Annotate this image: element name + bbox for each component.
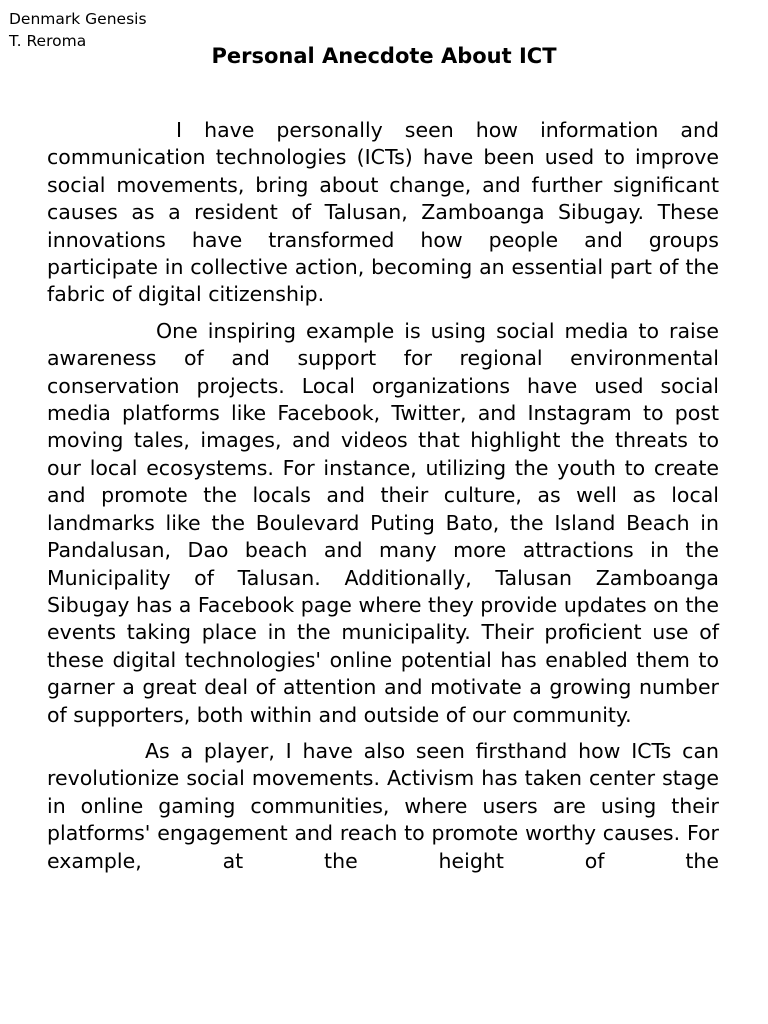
paragraph-ict-resident: I have personally seen how information and communication technologies (ICTs) have been used to improve social movements, bring about change, and further significant causes as a resident of Talusan, Zamboanga Sibugay. These innovations have transformed how people and groups participate in collective action, becoming an essential part of the fabric of digital citizenship. (47, 118, 719, 307)
paragraph-social-media-example: One inspiring example is using social media to raise awareness of and support for regional environmental conservation projects. Local organizations have used social media platforms like Facebook, Twitter, and Instagram to post moving tales, images, and videos that highlight the threats to our local ecosystems. For instance, utilizing the youth to create and promote the locals and their culture, as well as local landmarks like the Boulevard Puting Bato, the Island Beach in Pandalusan, Dao beach and many more attractions in the Municipality of Talusan. Additionally, Talusan Zamboanga Sibugay has a Facebook page where they provide updates on the events taking place in the municipality. Their proficient use of these digital technologies' online potential has enabled them to garner a great deal of attention and motivate a growing number of supporters, both within and outside of our community. (47, 318, 719, 727)
author-surname-line: T. Reroma (9, 32, 87, 50)
author-name-line: Denmark Genesis (9, 10, 147, 28)
document-title: Personal Anecdote About ICT (211, 44, 557, 68)
document-body (47, 117, 719, 884)
paragraph-gaming-activism: As a player, I have also seen firsthand how ICTs can revolutionize social movements. Activism has taken center stage in online gaming communities, where users are using their platforms' engagement and reach to promote worthy causes. For example, at the height of the (47, 738, 719, 873)
